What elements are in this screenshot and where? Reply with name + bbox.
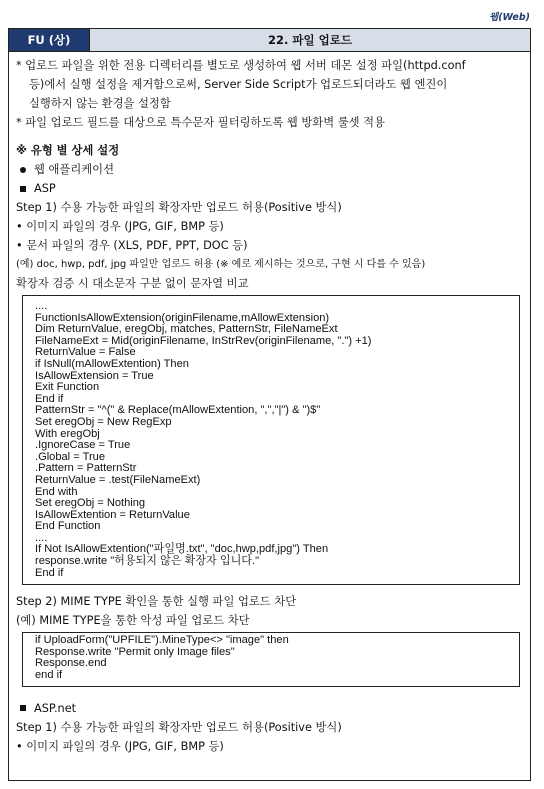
- code-line: response.write "허용되지 않은 확장자 입니다.": [35, 555, 260, 568]
- code-line: .Global = True: [35, 450, 105, 463]
- page-tag: 웹(Web): [489, 12, 530, 23]
- code-line: ReturnValue = .test(FileNameExt): [35, 473, 201, 486]
- code-line: ....: [35, 531, 48, 544]
- doc-files-line: • 문서 파일의 경우 (XLS, PDF, PPT, DOC 등): [16, 239, 248, 252]
- code-line: FileNameExt = Mid(originFilename, InStrRev(originFilename, ".") +1): [35, 334, 372, 347]
- bullet-dot-icon: [20, 167, 26, 173]
- aspnet-step1: Step 1) 수용 가능한 파일의 확장자만 업로드 허용(Positive 방식): [16, 720, 342, 734]
- code-line: Set eregObj = Nothing: [35, 497, 146, 510]
- code-line: Response.write "Permit only Image files": [35, 645, 235, 658]
- aspnet-image-files: • 이미지 파일의 경우 (JPG, GIF, BMP 등): [16, 739, 224, 753]
- code-line: ReturnValue = False: [35, 346, 136, 359]
- square-bullet-icon: [20, 186, 26, 192]
- step2-example: (예) MIME TYPE을 통한 악성 파일 업로드 차단: [16, 614, 250, 628]
- code-line: Set eregObj = New RegExp: [35, 415, 172, 428]
- content: [9, 52, 530, 756]
- asp-step1: Step 1) 수용 가능한 파일의 확장자만 업로드 허용(Positive 방식): [16, 201, 342, 214]
- code-line: ....: [35, 300, 48, 312]
- item-title: 22. 파일 업로드: [90, 29, 530, 51]
- square-bullet-icon: [20, 705, 26, 711]
- aspnet-heading: ASP.net: [16, 699, 524, 718]
- code-block-mime-check: [22, 632, 520, 686]
- code-line: FunctionIsAllowExtension(originFilename,mAllowExtension): [35, 311, 330, 324]
- code-line: end if: [35, 669, 63, 682]
- asp-step2: Step 2) MIME TYPE 확인을 통한 실행 파일 업로드 차단: [16, 595, 297, 609]
- code-line: If Not IsAllowExtention("파일명.txt", "doc,hwp,pdf,jpg") Then: [35, 543, 329, 556]
- code-line: IsAllowExtention = ReturnValue: [35, 508, 190, 521]
- code-line: End with: [35, 485, 78, 498]
- code-line: IsAllowExtension = True: [35, 369, 154, 382]
- code-line: if IsNull(mAllowExtention) Then: [35, 357, 189, 370]
- grade-cell: FU (상): [9, 29, 90, 51]
- code-line: .IgnoreCase = True: [35, 439, 131, 452]
- summary-line: 등)에서 실행 설정을 제거함으로써, Server Side Script가 업로드되더라도 웹 엔진이: [29, 78, 448, 91]
- code-line: End if: [35, 392, 64, 405]
- case-note: 확장자 검증 시 대소문자 구분 없이 문자열 비교: [16, 277, 249, 290]
- example-line: (예) doc, hwp, pdf, jpg 파일만 업로드 허용 (※ 예로 제시하는 것으로, 구현 시 다를 수 있음): [16, 259, 426, 270]
- code-line: With eregObj: [35, 427, 100, 440]
- summary-line: * 파일 업로드 필드를 대상으로 특수문자 필터링하도록 웹 방화벽 룰셋 적용: [16, 116, 385, 129]
- summary-line: * 업로드 파일을 위한 전용 디렉터리를 별도로 생성하여 웹 서버 데몬 설정 파일(httpd.conf: [16, 59, 466, 72]
- code-line: Response.end: [35, 657, 107, 670]
- code-line: Exit Function: [35, 381, 100, 394]
- header-row: [9, 29, 530, 52]
- code-line: .Pattern = PatternStr: [35, 462, 137, 475]
- code-line: End Function: [35, 520, 101, 533]
- code-line: End if: [35, 566, 64, 579]
- image-files-line: • 이미지 파일의 경우 (JPG, GIF, BMP 등): [16, 220, 224, 233]
- summary-line: 실행하지 않는 환경을 설정함: [29, 97, 171, 110]
- document-frame: [8, 28, 531, 781]
- web-app-item: 웹 애플리케이션: [16, 160, 524, 179]
- section-title: ※ 유형 별 상세 설정: [16, 144, 120, 157]
- code-line: if UploadForm("UPFILE").MineType<> "image" then: [35, 634, 289, 647]
- code-line: PatternStr = "^(" & Replace(mAllowExtention, ",","|") & ")$": [35, 404, 321, 417]
- code-block-extension-check: [22, 295, 520, 585]
- code-line: Dim ReturnValue, eregObj, matches, PatternStr, FileNameExt: [35, 323, 338, 336]
- asp-heading: ASP: [16, 179, 524, 198]
